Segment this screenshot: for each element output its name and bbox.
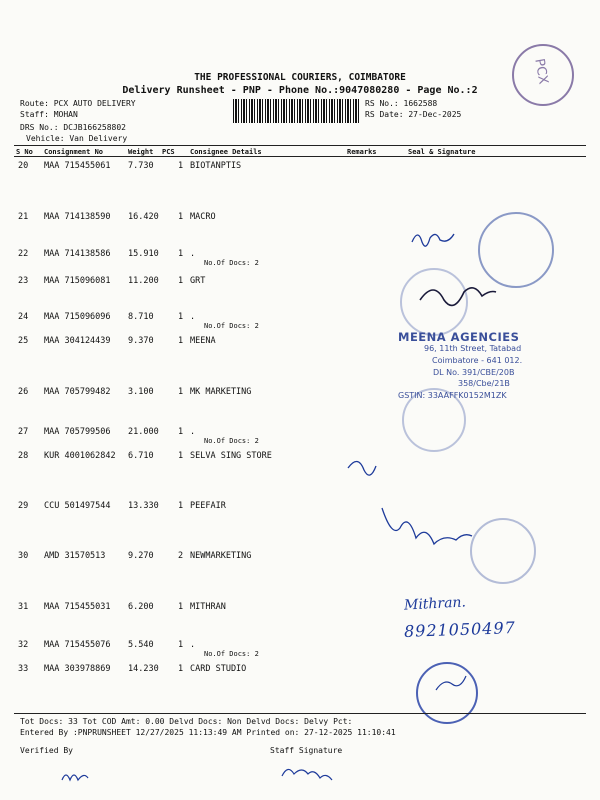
drs-number: DRS No.: DCJB166258802 (20, 123, 126, 132)
row-consignee: . (190, 249, 196, 259)
row-consignee: SELVA SING STORE (190, 451, 272, 461)
row-consignee: . (190, 640, 196, 650)
row-pcs: 1 (178, 249, 184, 259)
row-consignment: MAA 705799506 (44, 427, 111, 437)
vehicle-label: Vehicle: Van Delivery (26, 134, 128, 143)
row-sno: 23 (18, 276, 29, 286)
row-consignment: MAA 705799482 (44, 387, 111, 397)
row-weight: 6.710 (128, 451, 154, 461)
row-consignee: MEENA (190, 336, 216, 346)
row-pcs: 1 (178, 336, 184, 346)
row-consignment: MAA 304124439 (44, 336, 111, 346)
signature-24 (420, 288, 496, 306)
row-pcs: 1 (178, 161, 184, 171)
row-weight: 13.330 (128, 501, 159, 511)
row-weight: 8.710 (128, 312, 154, 322)
row-consignment: MAA 714138590 (44, 212, 111, 222)
row-weight: 7.730 (128, 161, 154, 171)
row-consignment: MAA 715455061 (44, 161, 111, 171)
row-consignee: MITHRAN (190, 602, 226, 612)
row-consignee: GRT (190, 276, 206, 286)
row-docs: No.Of Docs: 2 (204, 437, 259, 445)
row-sno: 33 (18, 664, 29, 674)
meena-stamp-name: MEENA AGENCIES (398, 330, 520, 344)
row-sno: 27 (18, 427, 29, 437)
row-consignee: MACRO (190, 212, 216, 222)
verified-by-label: Verified By (20, 746, 73, 755)
row-consignee: . (190, 427, 196, 437)
signature-21 (412, 234, 454, 246)
row-sno: 22 (18, 249, 29, 259)
row-consignment: MAA 303978869 (44, 664, 111, 674)
row-consignment: MAA 715096081 (44, 276, 111, 286)
staff-label: Staff: MOHAN (20, 110, 78, 119)
row-consignee: MK MARKETING (190, 387, 252, 397)
row-pcs: 1 (178, 501, 184, 511)
col-pcs: PCS (162, 148, 175, 156)
row-consignee: BIOTANPTIS (190, 161, 242, 171)
row-consignment: MAA 715455076 (44, 640, 111, 650)
signature-28 (348, 461, 376, 475)
row-sno: 21 (18, 212, 29, 222)
row-consignee: . (190, 312, 196, 322)
row-sno: 26 (18, 387, 29, 397)
row-consignment: KUR 4001062842 (44, 451, 116, 461)
row-sno: 32 (18, 640, 29, 650)
col-seal-signature: Seal & Signature (408, 148, 476, 156)
row-consignee: NEWMARKETING (190, 551, 252, 561)
row-consignment: MAA 715455031 (44, 602, 111, 612)
row-docs: No.Of Docs: 2 (204, 650, 259, 658)
row-weight: 3.100 (128, 387, 154, 397)
col-remarks: Remarks (347, 148, 377, 156)
company-name: THE PROFESSIONAL COURIERS, COIMBATORE (194, 72, 406, 83)
footer-divider (14, 713, 586, 714)
row-pcs: 1 (178, 664, 184, 674)
row-sno: 28 (18, 451, 29, 461)
pcx-stamp-text: PCX (531, 57, 551, 86)
row-sno: 30 (18, 551, 29, 561)
row-sno: 24 (18, 312, 29, 322)
handwritten-name: Mithran. (403, 594, 467, 614)
row-pcs: 1 (178, 640, 184, 650)
row-weight: 11.200 (128, 276, 159, 286)
rs-date: RS Date: 27-Dec-2025 (365, 110, 462, 119)
row-weight: 14.230 (128, 664, 159, 674)
row-sno: 20 (18, 161, 29, 171)
meena-stamp-dl-2: 358/Cbe/21B (458, 379, 510, 388)
row-pcs: 1 (178, 387, 184, 397)
row-weight: 15.910 (128, 249, 159, 259)
row-pcs: 1 (178, 276, 184, 286)
runsheet-title: Delivery Runsheet - PNP - Phone No.:9047080280 - Page No.:2 (122, 85, 478, 96)
meena-stamp-address-1: 96, 11th Street, Tatabad (424, 344, 522, 353)
row-pcs: 1 (178, 427, 184, 437)
totals-line: Tot Docs: 33 Tot COD Amt: 0.00 Delvd Docs: Non Delvd Docs: Delvy Pct: (20, 717, 353, 726)
row-sno: 29 (18, 501, 29, 511)
col-sno: S No (16, 148, 33, 156)
row-consignment: AMD 31570513 (44, 551, 106, 561)
row-sno: 31 (18, 602, 29, 612)
rs-number: RS No.: 1662588 (365, 99, 438, 108)
row-weight: 16.420 (128, 212, 159, 222)
row-pcs: 1 (178, 602, 184, 612)
meena-stamp-dl-1: DL No. 391/CBE/20B (433, 368, 515, 377)
route-label: Route: PCX AUTO DELIVERY (20, 99, 136, 108)
verified-by-signature (62, 775, 88, 780)
row-pcs: 2 (178, 551, 184, 561)
entered-by-line: Entered By :PNPRUNSHEET 12/27/2025 11:13:49 AM Printed on: 27-12-2025 11:10:41 (20, 728, 396, 737)
row-consignee: PEEFAIR (190, 501, 226, 511)
col-consignment: Consignment No (44, 148, 104, 156)
row-sno: 25 (18, 336, 29, 346)
col-weight: Weight (128, 148, 154, 156)
meena-stamp-gstin: GSTIN: 33AAFFK0152M1ZK (398, 391, 507, 400)
row-consignment: MAA 715096096 (44, 312, 111, 322)
row-pcs: 1 (178, 312, 184, 322)
row-consignment: CCU 501497544 (44, 501, 111, 511)
row-pcs: 1 (178, 451, 184, 461)
row-docs: No.Of Docs: 2 (204, 259, 259, 267)
row-weight: 9.270 (128, 551, 154, 561)
row-weight: 5.540 (128, 640, 154, 650)
handwritten-phone: 8921050497 (403, 618, 517, 641)
row-consignee: CARD STUDIO (190, 664, 247, 674)
col-consignee: Consignee Details (190, 148, 262, 156)
row-weight: 9.370 (128, 336, 154, 346)
staff-signature-mark (282, 769, 332, 780)
meena-stamp-address-2: Coimbatore - 641 012. (432, 356, 523, 365)
card-studio-signature (436, 676, 466, 690)
row-consignment: MAA 714138586 (44, 249, 111, 259)
signature-30 (382, 508, 472, 544)
row-docs: No.Of Docs: 2 (204, 322, 259, 330)
staff-signature-label: Staff Signature (270, 746, 343, 755)
row-weight: 6.200 (128, 602, 154, 612)
row-pcs: 1 (178, 212, 184, 222)
row-weight: 21.000 (128, 427, 159, 437)
